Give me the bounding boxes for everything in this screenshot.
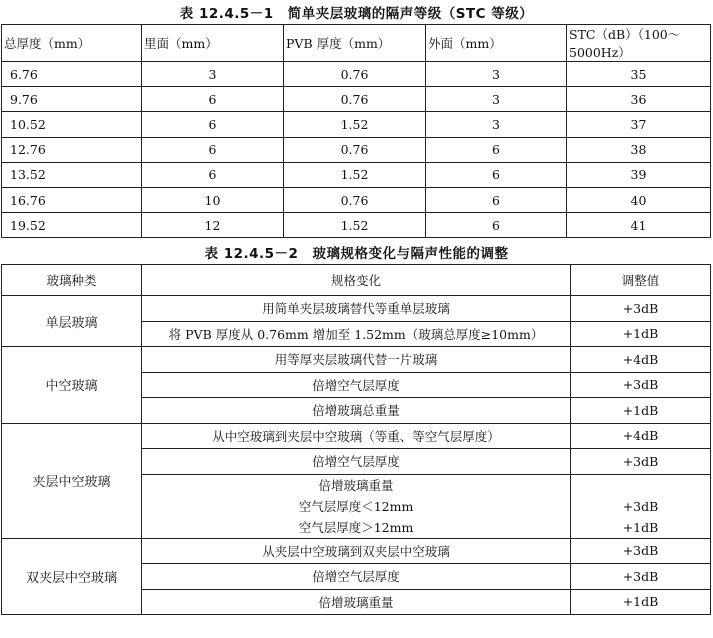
- cell-inner: 6: [142, 87, 284, 112]
- cell-stc: 36: [567, 87, 711, 112]
- category-double-laminated-insulating-glass: 双夹层中空玻璃: [2, 538, 142, 615]
- column-header-total-thickness: 总厚度（mm）: [2, 25, 142, 62]
- cell-spec-change: 倍增空气层厚度: [142, 372, 571, 398]
- stc-rating-table: [1, 24, 711, 238]
- column-header-glass-type: 玻璃种类: [2, 265, 142, 296]
- multi-line-2: 空气层厚度＜12mm: [298, 498, 414, 514]
- cell-spec-change: 从夹层中空玻璃到双夹层中空玻璃: [142, 538, 571, 564]
- cell-inner: 6: [142, 112, 284, 137]
- cell-adjustment-multiline: [571, 474, 711, 538]
- cell-outer: 6: [426, 213, 567, 238]
- table-row: [2, 213, 711, 238]
- cell-spec-change: 倍增玻璃重量: [142, 589, 571, 615]
- cell-inner: 6: [142, 137, 284, 162]
- multi-line-3: 空气层厚度＞12mm: [298, 519, 414, 535]
- cell-total-thickness: 6.76: [2, 62, 142, 87]
- cell-adjustment: +3dB: [571, 449, 711, 475]
- cell-stc: 38: [567, 137, 711, 162]
- table-row: [2, 538, 711, 564]
- multi-value-3: +1dB: [622, 519, 659, 535]
- table-row: [2, 187, 711, 212]
- cell-pvb: 0.76: [284, 187, 426, 212]
- cell-inner: 12: [142, 213, 284, 238]
- column-header-spec-change: 规格变化: [142, 265, 571, 296]
- cell-stc: 39: [567, 162, 711, 187]
- category-insulating-glass: 中空玻璃: [2, 347, 142, 424]
- cell-total-thickness: 13.52: [2, 162, 142, 187]
- cell-inner: 3: [142, 62, 284, 87]
- cell-pvb: 0.76: [284, 137, 426, 162]
- cell-stc: 37: [567, 112, 711, 137]
- cell-outer: 3: [426, 112, 567, 137]
- cell-stc: 35: [567, 62, 711, 87]
- cell-spec-change: 倍增玻璃总重量: [142, 398, 571, 424]
- cell-pvb: 0.76: [284, 62, 426, 87]
- cell-inner: 6: [142, 162, 284, 187]
- column-header-stc: STC（dB）（100～5000Hz）: [567, 25, 711, 62]
- column-header-inner: 里面（mm）: [142, 25, 284, 62]
- table2-title: 表 12.4.5－2 玻璃规格变化与隔声性能的调整: [204, 246, 509, 262]
- cell-total-thickness: 16.76: [2, 187, 142, 212]
- column-header-pvb: PVB 厚度（mm）: [284, 25, 426, 62]
- table-row: [2, 347, 711, 373]
- cell-pvb: 1.52: [284, 112, 426, 137]
- cell-adjustment: +3dB: [571, 296, 711, 322]
- table-row: [2, 62, 711, 87]
- cell-pvb: 1.52: [284, 213, 426, 238]
- cell-adjustment: +1dB: [571, 398, 711, 424]
- cell-total-thickness: 9.76: [2, 87, 142, 112]
- table-row: [2, 87, 711, 112]
- cell-stc: 41: [567, 213, 711, 238]
- cell-outer: 3: [426, 62, 567, 87]
- cell-total-thickness: 19.52: [2, 213, 142, 238]
- cell-total-thickness: 12.76: [2, 137, 142, 162]
- table-row: [2, 112, 711, 137]
- cell-total-thickness: 10.52: [2, 112, 142, 137]
- cell-stc: 40: [567, 187, 711, 212]
- table-row: [2, 162, 711, 187]
- category-single-glass: 单层玻璃: [2, 296, 142, 347]
- cell-outer: 6: [426, 187, 567, 212]
- cell-adjustment: +1dB: [571, 321, 711, 347]
- cell-adjustment: +3dB: [571, 538, 711, 564]
- table1-header-row: [2, 25, 711, 62]
- cell-pvb: 1.52: [284, 162, 426, 187]
- cell-outer: 6: [426, 162, 567, 187]
- cell-spec-change: 用等厚夹层玻璃代替一片玻璃: [142, 347, 571, 373]
- cell-adjustment: +1dB: [571, 589, 711, 615]
- category-laminated-insulating-glass: 夹层中空玻璃: [2, 423, 142, 538]
- cell-spec-change: 从中空玻璃到夹层中空玻璃（等重、等空气层厚度）: [142, 423, 571, 449]
- table-row: [2, 423, 711, 449]
- cell-spec-change: 倍增空气层厚度: [142, 564, 571, 590]
- table1-title: 表 12.4.5－1 简单夹层玻璃的隔声等级（STC 等级）: [179, 6, 534, 22]
- glass-adjustment-table: [1, 264, 711, 615]
- cell-adjustment: +3dB: [571, 372, 711, 398]
- cell-pvb: 0.76: [284, 87, 426, 112]
- multi-value-2: +3dB: [622, 498, 659, 514]
- table-row: [2, 137, 711, 162]
- cell-spec-change: 倍增空气层厚度: [142, 449, 571, 475]
- cell-adjustment: +4dB: [571, 423, 711, 449]
- cell-outer: 6: [426, 137, 567, 162]
- cell-spec-change-multiline: [142, 474, 571, 538]
- cell-outer: 3: [426, 87, 567, 112]
- multi-line-1: 倍增玻璃重量: [318, 477, 394, 493]
- table-row: [2, 296, 711, 322]
- column-header-adjustment: 调整值: [571, 265, 711, 296]
- cell-inner: 10: [142, 187, 284, 212]
- cell-adjustment: +3dB: [571, 564, 711, 590]
- table2-header-row: [2, 265, 711, 296]
- cell-spec-change: 用简单夹层玻璃替代等重单层玻璃: [142, 296, 571, 322]
- cell-spec-change: 将 PVB 厚度从 0.76mm 增加至 1.52mm（玻璃总厚度≥10mm）: [142, 321, 571, 347]
- column-header-outer: 外面（mm）: [426, 25, 567, 62]
- cell-adjustment: +4dB: [571, 347, 711, 373]
